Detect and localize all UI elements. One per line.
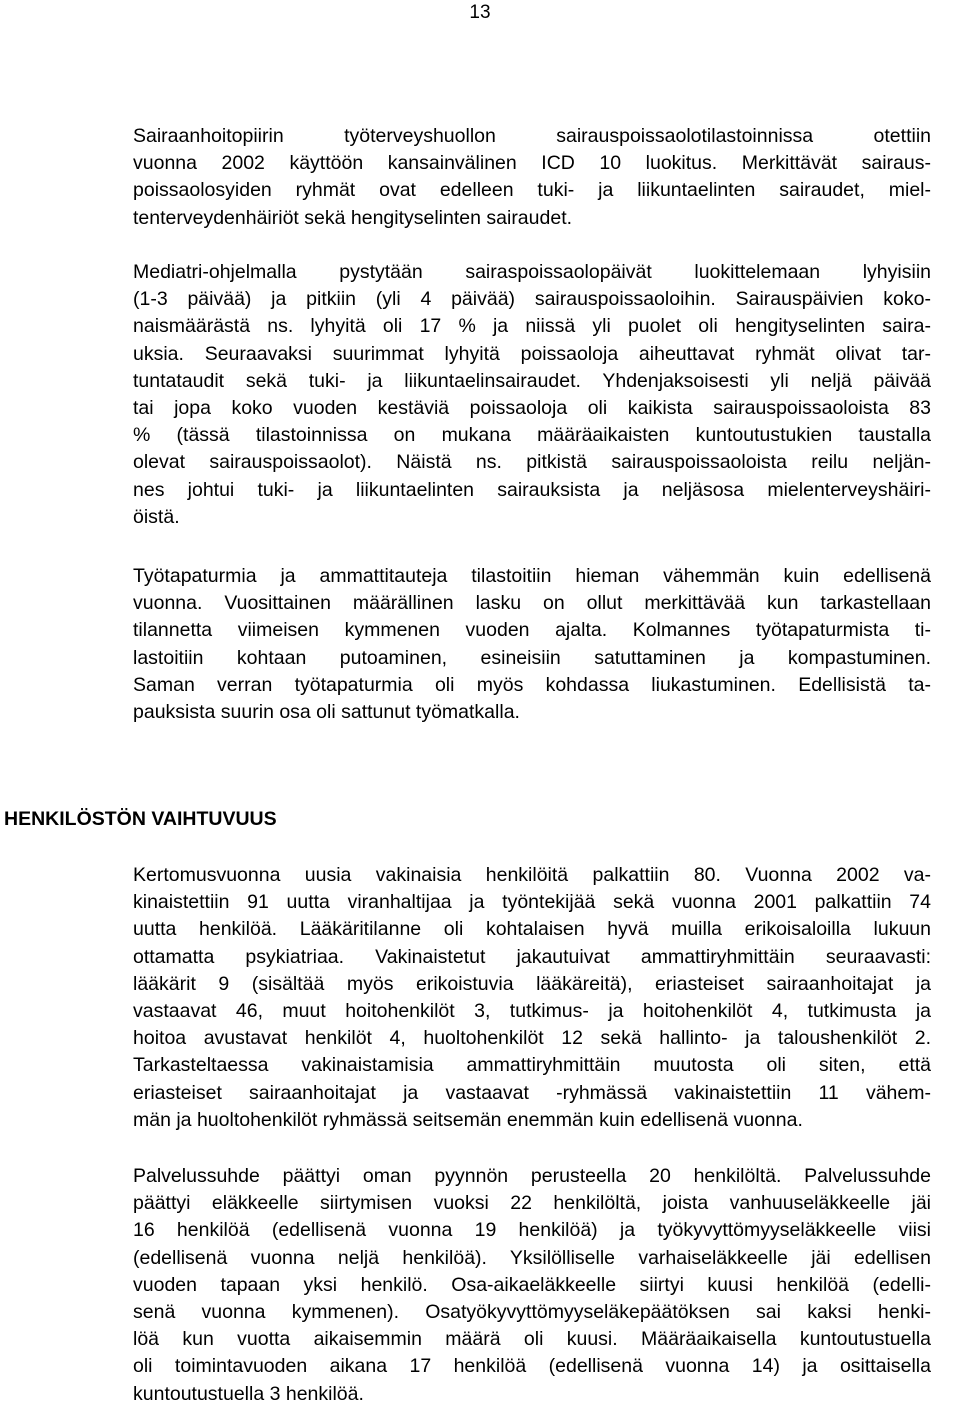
text-line: Tarkasteltaessa vakinaistamisia ammattiryhmittäin muutosta oli siten, että — [133, 1054, 931, 1077]
text-line: oli toimintavuoden aikana 17 henkilöä (edellisenä vuonna 14) ja osittaisella — [133, 1355, 931, 1378]
text-line: senä vuonna kymmenen). Osatyökyvyttömyyseläkepäätöksen sai kaksi henki- — [133, 1301, 931, 1324]
section-heading: HENKILÖSTÖN VAIHTUVUUS — [4, 808, 277, 830]
text-line: hoitoa avustavat henkilöt 4, huoltohenkilöt 12 sekä hallinto- ja taloushenkilöt 2. — [133, 1027, 931, 1050]
text-line: kuntoutustuella 3 henkilöä. — [133, 1382, 364, 1405]
text-line: poissaolosyiden ryhmät ovat edelleen tuki- ja liikuntaelinten sairaudet, miel- — [133, 179, 931, 202]
text-line: vuonna. Vuosittainen määrällinen lasku on ollut merkittävää kun tarkastellaan — [133, 592, 931, 615]
paragraph-mediatri-classification — [133, 259, 931, 531]
text-line: olevat sairauspoissaolot). Näistä ns. pitkistä sairauspoissaoloista reilu neljän- — [133, 451, 931, 474]
text-line: uksia. Seuraavaksi suurimmat lyhyitä poissaoloja aiheuttavat ryhmät olivat tar- — [133, 342, 931, 365]
paragraph-occupational-accidents — [133, 563, 931, 726]
text-line: tilannetta viimeisen kymmenen vuoden ajalta. Kolmannes työtapaturmista ti- — [133, 619, 931, 642]
text-line: Saman verran työtapaturmia oli myös kohdassa liukastuminen. Edellisistä ta- — [133, 673, 931, 696]
text-line: Palvelussuhde päättyi oman pyynnön perusteella 20 henkilöltä. Palvelussuhde — [133, 1165, 931, 1187]
text-line: kinaistettiin 91 uutta viranhaltijaa ja työntekijää sekä vuonna 2001 palkattiin 74 — [133, 891, 931, 914]
text-line: vuoden tapaan yksi henkilö. Osa-aikaeläkkeelle siirtyi kuusi henkilöä (edelli- — [133, 1273, 931, 1296]
text-line: päättyi eläkkeelle siirtymisen vuoksi 22 henkilöltä, joista vanhuuseläkkeelle jäi — [133, 1192, 931, 1215]
text-line: % (tässä tilastoinnissa on mukana määräaikaisten kuntoutustukien taustalla — [133, 424, 931, 447]
text-line: Työtapaturmia ja ammattitauteja tilastoitiin hieman vähemmän kuin edellisenä — [133, 565, 931, 587]
text-line: löä kun vuotta aikaisemmin määrä oli kuusi. Määräaikaisella kuntoutustuella — [133, 1328, 931, 1351]
text-line: lääkärit 9 (sisältää myös erikoistuvia lääkäreitä), eriasteiset sairaanhoitajat ja — [133, 972, 931, 995]
text-line: ottamatta psykiatriaa. Vakinaistetut jakautuivat ammattiryhmittäin seuraavasti: — [133, 945, 931, 968]
text-line: uutta henkilöä. Lääkäritilanne oli kohtalaisen hyvä muilla erikoisaloilla lukuun — [133, 918, 931, 941]
text-line: öistä. — [133, 505, 180, 528]
text-line: pauksista suurin osa oli sattunut työmatkalla. — [133, 701, 520, 724]
text-line: män ja huoltohenkilöt ryhmässä seitsemän enemmän kuin edellisenä vuonna. — [133, 1108, 803, 1131]
text-line: Kertomusvuonna uusia vakinaisia henkilöitä palkattiin 80. Vuonna 2002 va- — [133, 864, 931, 886]
paragraph-new-hires — [133, 862, 931, 1134]
text-line: vastaavat 46, muut hoitohenkilöt 3, tutkimus- ja hoitohenkilöt 4, tutkimusta ja — [133, 1000, 931, 1023]
text-line: vuonna 2002 käyttöön kansainvälinen ICD 10 luokitus. Merkittävät sairaus- — [133, 152, 931, 175]
text-line: (edellisenä vuonna neljä henkilöä). Yksilölliselle varhaiseläkkeelle jäi edellisen — [133, 1246, 931, 1269]
text-line: tuntataudit sekä tuki- ja liikuntaelinsairaudet. Yhdenjaksoisesti yli neljä päivää — [133, 369, 931, 392]
text-line: Sairaanhoitopiirin työterveyshuollon sairauspoissaolotilastoinnissa otettiin — [133, 125, 931, 147]
page-number: 13 — [469, 2, 491, 23]
text-line: eriasteiset sairaanhoitajat ja vastaavat -ryhmässä vakinaistettiin 11 vähem- — [133, 1081, 931, 1104]
text-line: tenterveydenhäiriöt sekä hengityselinten sairaudet. — [133, 206, 573, 229]
paragraph-sick-leave-statistics — [133, 123, 931, 232]
text-line: naismäärästä ns. lyhyitä oli 17 % ja niissä yli puolet oli hengityselinten saira- — [133, 315, 931, 338]
text-line: (1-3 päivää) ja pitkiin (yli 4 päivää) sairauspoissaoloihin. Sairauspäivien koko- — [133, 288, 931, 311]
paragraph-employment-terminations — [133, 1163, 931, 1408]
text-line: Mediatri-ohjelmalla pystytään sairaspoissaolopäivät luokittelemaan lyhyisiin — [133, 261, 931, 283]
text-line: nes johtui tuki- ja liikuntaelinten sairauksista ja neljäsosa mielenterveyshäiri- — [133, 478, 931, 501]
text-line: lastoitiin kohtaan putoaminen, esineisiin satuttaminen ja kompastuminen. — [133, 646, 931, 669]
text-line: tai jopa koko vuoden kestäviä poissaoloja oli kaikista sairauspoissaoloista 83 — [133, 397, 931, 420]
text-line: 16 henkilöä (edellisenä vuonna 19 henkilöä) ja työkyvyttömyyseläkkeelle viisi — [133, 1219, 931, 1242]
